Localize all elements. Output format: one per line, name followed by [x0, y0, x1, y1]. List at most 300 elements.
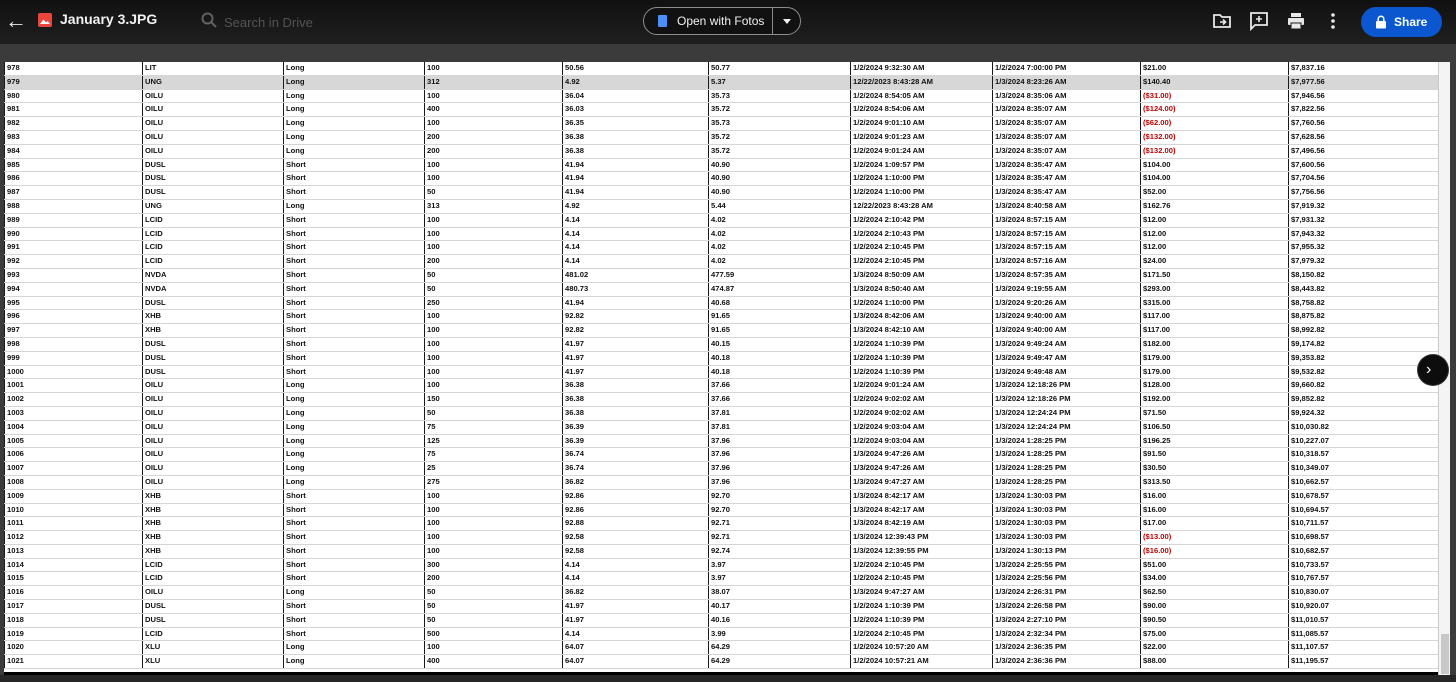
table-row — [5, 572, 1439, 586]
table-cell: 1/3/2024 2:36:35 PM — [993, 641, 1141, 655]
table-row — [5, 130, 1439, 144]
table-cell: LIT — [143, 62, 284, 75]
table-cell: 75 — [425, 420, 563, 434]
table-row — [5, 199, 1439, 213]
table-cell: 1/3/2024 9:49:48 AM — [993, 365, 1141, 379]
table-cell: 991 — [5, 241, 143, 255]
table-row — [5, 448, 1439, 462]
table-cell: $196.25 — [1141, 434, 1289, 448]
table-row — [5, 255, 1439, 269]
table-cell: OILU — [143, 586, 284, 600]
table-row — [5, 89, 1439, 103]
table-cell: 12/22/2023 8:43:28 AM — [851, 199, 993, 213]
table-cell: 1/3/2024 2:32:34 PM — [993, 627, 1141, 641]
table-cell: Long — [284, 406, 425, 420]
table-cell: 200 — [425, 572, 563, 586]
table-cell: 1/3/2024 9:49:24 AM — [993, 337, 1141, 351]
table-cell: 4.92 — [563, 199, 709, 213]
table-cell: $7,760.56 — [1289, 117, 1439, 131]
table-cell: $24.00 — [1141, 255, 1289, 269]
table-cell: 41.97 — [563, 600, 709, 614]
table-cell: $71.50 — [1141, 406, 1289, 420]
table-cell: 1/3/2024 12:39:55 PM — [851, 544, 993, 558]
table-cell: $17.00 — [1141, 517, 1289, 531]
table-cell: $7,946.56 — [1289, 89, 1439, 103]
table-cell: 200 — [425, 255, 563, 269]
table-row — [5, 172, 1439, 186]
table-cell: 1/3/2024 1:28:25 PM — [993, 475, 1141, 489]
table-cell: 92.74 — [709, 544, 851, 558]
table-cell: 36.39 — [563, 434, 709, 448]
table-cell: 40.90 — [709, 158, 851, 172]
table-cell: 985 — [5, 158, 143, 172]
table-cell: 200 — [425, 130, 563, 144]
table-cell: OILU — [143, 406, 284, 420]
table-cell: 1/3/2024 8:35:47 AM — [993, 158, 1141, 172]
table-cell: $117.00 — [1141, 310, 1289, 324]
table-cell: 400 — [425, 103, 563, 117]
table-cell: $7,704.56 — [1289, 172, 1439, 186]
table-cell: $10,318.57 — [1289, 448, 1439, 462]
table-cell: 1/2/2024 1:10:39 PM — [851, 613, 993, 627]
table-cell: 1/3/2024 1:30:03 PM — [993, 503, 1141, 517]
table-cell: 92.70 — [709, 503, 851, 517]
table-cell: 91.65 — [709, 310, 851, 324]
table-cell: Short — [284, 158, 425, 172]
table-cell: 1/2/2024 2:10:43 PM — [851, 227, 993, 241]
table-cell: ($31.00) — [1141, 89, 1289, 103]
table-cell: DUSL — [143, 600, 284, 614]
search-icon — [200, 11, 218, 29]
table-row — [5, 75, 1439, 89]
arrow-left-icon: ← — [5, 8, 27, 33]
table-cell: 1013 — [5, 544, 143, 558]
table-cell: $182.00 — [1141, 337, 1289, 351]
table-cell: 37.81 — [709, 420, 851, 434]
table-cell: ($124.00) — [1141, 103, 1289, 117]
table-cell: $9,852.82 — [1289, 393, 1439, 407]
table-cell: 1/2/2024 2:10:45 PM — [851, 241, 993, 255]
bottom-edge — [0, 675, 1456, 682]
table-cell: 100 — [425, 503, 563, 517]
table-cell: 92.58 — [563, 531, 709, 545]
table-cell: 41.94 — [563, 158, 709, 172]
table-cell: 1/2/2024 8:54:05 AM — [851, 89, 993, 103]
table-row — [5, 62, 1439, 75]
table-cell: 40.18 — [709, 365, 851, 379]
table-row — [5, 296, 1439, 310]
table-row — [5, 351, 1439, 365]
table-cell: 1/3/2024 1:30:13 PM — [993, 544, 1141, 558]
table-cell: 40.17 — [709, 600, 851, 614]
table-cell: $30.50 — [1141, 462, 1289, 476]
table-cell: 1/3/2024 8:40:58 AM — [993, 199, 1141, 213]
table-cell: 41.97 — [563, 613, 709, 627]
table-cell: $10,678.57 — [1289, 489, 1439, 503]
table-cell: DUSL — [143, 158, 284, 172]
table-cell: $9,353.82 — [1289, 351, 1439, 365]
table-cell: $104.00 — [1141, 158, 1289, 172]
table-cell: $10,767.57 — [1289, 572, 1439, 586]
table-cell: 50 — [425, 282, 563, 296]
table-cell: 36.38 — [563, 130, 709, 144]
table-cell: 992 — [5, 255, 143, 269]
table-cell: 313 — [425, 199, 563, 213]
table-cell: $293.00 — [1141, 282, 1289, 296]
table-cell: $7,496.56 — [1289, 144, 1439, 158]
table-cell: $7,943.32 — [1289, 227, 1439, 241]
table-cell: 41.94 — [563, 172, 709, 186]
table-row — [5, 544, 1439, 558]
table-cell: $10,662.57 — [1289, 475, 1439, 489]
table-cell: 100 — [425, 89, 563, 103]
table-row — [5, 434, 1439, 448]
table-row — [5, 213, 1439, 227]
table-cell: OILU — [143, 117, 284, 131]
table-cell: $7,977.56 — [1289, 75, 1439, 89]
table-cell: $12.00 — [1141, 227, 1289, 241]
table-cell: 1010 — [5, 503, 143, 517]
table-cell: 1019 — [5, 627, 143, 641]
table-cell: 50 — [425, 268, 563, 282]
share-button[interactable] — [1361, 7, 1442, 37]
table-cell: Long — [284, 475, 425, 489]
table-cell: $313.50 — [1141, 475, 1289, 489]
table-cell: OILU — [143, 448, 284, 462]
table-cell: 36.03 — [563, 103, 709, 117]
table-cell: 984 — [5, 144, 143, 158]
table-cell: 1/3/2024 12:24:24 PM — [993, 406, 1141, 420]
table-cell: Long — [284, 379, 425, 393]
table-cell: 100 — [425, 310, 563, 324]
table-cell: XLU — [143, 655, 284, 669]
table-cell: 92.86 — [563, 489, 709, 503]
table-cell: Short — [284, 351, 425, 365]
table-cell: 4.02 — [709, 241, 851, 255]
table-cell: 989 — [5, 213, 143, 227]
table-cell: 38.07 — [709, 586, 851, 600]
scrollbar-thumb[interactable] — [1441, 634, 1449, 674]
table-cell: 1/3/2024 8:42:06 AM — [851, 310, 993, 324]
table-cell: $10,682.57 — [1289, 544, 1439, 558]
table-cell: 1008 — [5, 475, 143, 489]
search-input[interactable] — [222, 10, 446, 34]
table-cell: 1002 — [5, 393, 143, 407]
next-file-button[interactable] — [1418, 355, 1448, 385]
table-cell: 1/2/2024 9:02:02 AM — [851, 393, 993, 407]
table-cell: $12.00 — [1141, 213, 1289, 227]
table-cell: Long — [284, 130, 425, 144]
table-cell: Short — [284, 172, 425, 186]
open-with-button[interactable] — [644, 8, 773, 34]
table-row — [5, 241, 1439, 255]
table-cell: 999 — [5, 351, 143, 365]
table-cell: 1/3/2024 8:35:47 AM — [993, 186, 1141, 200]
table-row — [5, 117, 1439, 131]
table-cell: 3.97 — [709, 558, 851, 572]
table-cell: 1/3/2024 1:30:03 PM — [993, 531, 1141, 545]
table-cell: OILU — [143, 103, 284, 117]
table-cell: NVDA — [143, 268, 284, 282]
table-row — [5, 517, 1439, 531]
table-cell: 36.38 — [563, 144, 709, 158]
table-cell: 50 — [425, 186, 563, 200]
table-cell: 477.59 — [709, 268, 851, 282]
table-cell: Short — [284, 268, 425, 282]
table-cell: 1/2/2024 10:57:20 AM — [851, 641, 993, 655]
table-cell: 37.96 — [709, 448, 851, 462]
table-cell: Short — [284, 365, 425, 379]
table-cell: DUSL — [143, 337, 284, 351]
table-cell: 35.73 — [709, 89, 851, 103]
table-cell: LCID — [143, 255, 284, 269]
table-cell: 994 — [5, 282, 143, 296]
table-cell: 1/3/2024 8:23:26 AM — [993, 75, 1141, 89]
table-cell: 1009 — [5, 489, 143, 503]
table-cell: 41.97 — [563, 351, 709, 365]
back-button[interactable] — [4, 8, 28, 34]
table-cell: Long — [284, 462, 425, 476]
table-cell: Short — [284, 613, 425, 627]
table-cell: 40.15 — [709, 337, 851, 351]
table-cell: 50 — [425, 586, 563, 600]
table-cell: 1/3/2024 8:35:06 AM — [993, 89, 1141, 103]
table-cell: $11,195.57 — [1289, 655, 1439, 669]
table-cell: 37.96 — [709, 434, 851, 448]
table-cell: OILU — [143, 89, 284, 103]
table-cell: Short — [284, 241, 425, 255]
table-cell: Long — [284, 89, 425, 103]
table-cell: $91.50 — [1141, 448, 1289, 462]
table-cell: OILU — [143, 475, 284, 489]
table-cell: 100 — [425, 158, 563, 172]
table-cell: Long — [284, 448, 425, 462]
table-cell: 481.02 — [563, 268, 709, 282]
table-cell: $11,010.57 — [1289, 613, 1439, 627]
add-comment-icon[interactable] — [1249, 11, 1269, 31]
table-cell: 36.74 — [563, 448, 709, 462]
table-cell: $7,822.56 — [1289, 103, 1439, 117]
table-cell: 4.14 — [563, 255, 709, 269]
table-cell: $128.00 — [1141, 379, 1289, 393]
table-row — [5, 475, 1439, 489]
table-cell: $9,532.82 — [1289, 365, 1439, 379]
table-cell: 41.94 — [563, 296, 709, 310]
table-cell: 91.65 — [709, 324, 851, 338]
table-cell: $75.00 — [1141, 627, 1289, 641]
table-cell: 25 — [425, 462, 563, 476]
table-cell: $315.00 — [1141, 296, 1289, 310]
table-cell: 1/2/2024 9:01:24 AM — [851, 144, 993, 158]
table-cell: 37.96 — [709, 475, 851, 489]
table-cell: Short — [284, 600, 425, 614]
table-cell: 1000 — [5, 365, 143, 379]
table-cell: 35.72 — [709, 130, 851, 144]
table-cell: 92.70 — [709, 489, 851, 503]
table-cell: 996 — [5, 310, 143, 324]
table-row — [5, 268, 1439, 282]
table-row — [5, 613, 1439, 627]
table-cell: Short — [284, 544, 425, 558]
table-cell: 35.73 — [709, 117, 851, 131]
table-cell: 1/3/2024 9:47:26 AM — [851, 462, 993, 476]
table-cell: Long — [284, 420, 425, 434]
table-cell: 1007 — [5, 462, 143, 476]
table-cell: 1014 — [5, 558, 143, 572]
table-cell: $10,711.57 — [1289, 517, 1439, 531]
table-cell: 64.29 — [709, 641, 851, 655]
table-cell: 1020 — [5, 641, 143, 655]
table-cell: $8,150.82 — [1289, 268, 1439, 282]
table-cell: 4.14 — [563, 627, 709, 641]
table-cell: XHB — [143, 310, 284, 324]
table-cell: 1004 — [5, 420, 143, 434]
table-cell: 50.56 — [563, 62, 709, 75]
table-cell: 37.96 — [709, 462, 851, 476]
share-label: Share — [1394, 15, 1428, 29]
table-cell: 1/3/2024 1:28:25 PM — [993, 462, 1141, 476]
table-cell: $51.00 — [1141, 558, 1289, 572]
table-cell: 4.14 — [563, 227, 709, 241]
table-cell: 1/2/2024 9:02:02 AM — [851, 406, 993, 420]
table-cell: 1/3/2024 8:42:19 AM — [851, 517, 993, 531]
move-to-folder-icon[interactable] — [1212, 11, 1232, 31]
table-cell: $117.00 — [1141, 324, 1289, 338]
table-cell: $12.00 — [1141, 241, 1289, 255]
table-cell: 988 — [5, 199, 143, 213]
table-cell: 1/3/2024 8:57:16 AM — [993, 255, 1141, 269]
table-cell: 993 — [5, 268, 143, 282]
table-cell: 250 — [425, 296, 563, 310]
table-cell: 92.82 — [563, 324, 709, 338]
table-cell: 40.68 — [709, 296, 851, 310]
table-cell: 100 — [425, 213, 563, 227]
table-cell: 1003 — [5, 406, 143, 420]
table-cell: 1/2/2024 2:10:45 PM — [851, 255, 993, 269]
table-cell: 1/3/2024 9:47:27 AM — [851, 475, 993, 489]
table-row — [5, 558, 1439, 572]
table-cell: 1/2/2024 8:54:06 AM — [851, 103, 993, 117]
table-row — [5, 586, 1439, 600]
table-cell: 1021 — [5, 655, 143, 669]
table-cell: 36.04 — [563, 89, 709, 103]
table-cell: Short — [284, 310, 425, 324]
table-cell: $21.00 — [1141, 62, 1289, 75]
table-cell: $192.00 — [1141, 393, 1289, 407]
table-cell: 100 — [425, 365, 563, 379]
table-cell: 64.29 — [709, 655, 851, 669]
more-options-icon[interactable] — [1323, 11, 1343, 31]
table-cell: 1/3/2024 8:57:15 AM — [993, 227, 1141, 241]
table-cell: 983 — [5, 130, 143, 144]
table-cell: $11,107.57 — [1289, 641, 1439, 655]
table-cell: 1/2/2024 9:03:04 AM — [851, 434, 993, 448]
table-cell: 1/2/2024 1:10:39 PM — [851, 351, 993, 365]
image-file-icon — [38, 13, 52, 27]
table-cell: $104.00 — [1141, 172, 1289, 186]
table-cell: 37.81 — [709, 406, 851, 420]
table-cell: OILU — [143, 144, 284, 158]
table-cell: Short — [284, 572, 425, 586]
table-cell: 40.16 — [709, 613, 851, 627]
table-cell: 1/3/2024 1:30:03 PM — [993, 517, 1141, 531]
table-row — [5, 282, 1439, 296]
table-cell: Long — [284, 586, 425, 600]
table-cell: $10,920.07 — [1289, 600, 1439, 614]
table-cell: Long — [284, 199, 425, 213]
table-cell: 1/3/2024 8:35:07 AM — [993, 117, 1141, 131]
table-row — [5, 365, 1439, 379]
table-cell: XHB — [143, 503, 284, 517]
table-cell: $140.40 — [1141, 75, 1289, 89]
open-with-button-group — [643, 7, 801, 35]
table-row — [5, 641, 1439, 655]
table-cell: LCID — [143, 627, 284, 641]
table-cell: 1017 — [5, 600, 143, 614]
table-cell: 125 — [425, 434, 563, 448]
table-cell: 3.99 — [709, 627, 851, 641]
table-cell: UNG — [143, 75, 284, 89]
table-cell: XHB — [143, 544, 284, 558]
table-cell: LCID — [143, 572, 284, 586]
table-cell: 1/3/2024 8:57:35 AM — [993, 268, 1141, 282]
table-cell: Short — [284, 255, 425, 269]
print-icon[interactable] — [1286, 11, 1306, 31]
table-cell: Short — [284, 489, 425, 503]
table-row — [5, 420, 1439, 434]
table-cell: DUSL — [143, 365, 284, 379]
table-cell: 92.58 — [563, 544, 709, 558]
image-preview — [4, 62, 1450, 675]
table-cell: LCID — [143, 558, 284, 572]
table-cell: 1/2/2024 2:10:42 PM — [851, 213, 993, 227]
table-cell: 200 — [425, 144, 563, 158]
table-cell: 1/3/2024 12:18:26 PM — [993, 393, 1141, 407]
table-cell: $16.00 — [1141, 489, 1289, 503]
table-cell: 1/2/2024 2:10:45 PM — [851, 558, 993, 572]
table-cell: DUSL — [143, 296, 284, 310]
table-cell: 4.02 — [709, 227, 851, 241]
table-cell: LCID — [143, 241, 284, 255]
table-row — [5, 627, 1439, 641]
table-cell: 92.86 — [563, 503, 709, 517]
table-cell: 275 — [425, 475, 563, 489]
open-with-dropdown-button[interactable] — [774, 8, 800, 34]
table-row — [5, 337, 1439, 351]
table-cell: 1/3/2024 9:49:47 AM — [993, 351, 1141, 365]
table-cell: 998 — [5, 337, 143, 351]
table-cell: 987 — [5, 186, 143, 200]
table-row — [5, 503, 1439, 517]
table-cell: 50 — [425, 406, 563, 420]
table-cell: LCID — [143, 213, 284, 227]
table-cell: 1/3/2024 8:42:10 AM — [851, 324, 993, 338]
table-cell: 1/3/2024 2:26:58 PM — [993, 600, 1141, 614]
table-cell: 100 — [425, 531, 563, 545]
table-cell: Short — [284, 558, 425, 572]
table-cell: Long — [284, 434, 425, 448]
table-cell: $106.50 — [1141, 420, 1289, 434]
table-cell: 40.18 — [709, 351, 851, 365]
table-cell: 986 — [5, 172, 143, 186]
table-row — [5, 186, 1439, 200]
table-cell: 1/3/2024 9:19:55 AM — [993, 282, 1141, 296]
table-cell: DUSL — [143, 613, 284, 627]
table-row — [5, 103, 1439, 117]
table-cell: 1/3/2024 9:40:00 AM — [993, 310, 1141, 324]
table-cell: 35.72 — [709, 103, 851, 117]
table-cell: 100 — [425, 241, 563, 255]
